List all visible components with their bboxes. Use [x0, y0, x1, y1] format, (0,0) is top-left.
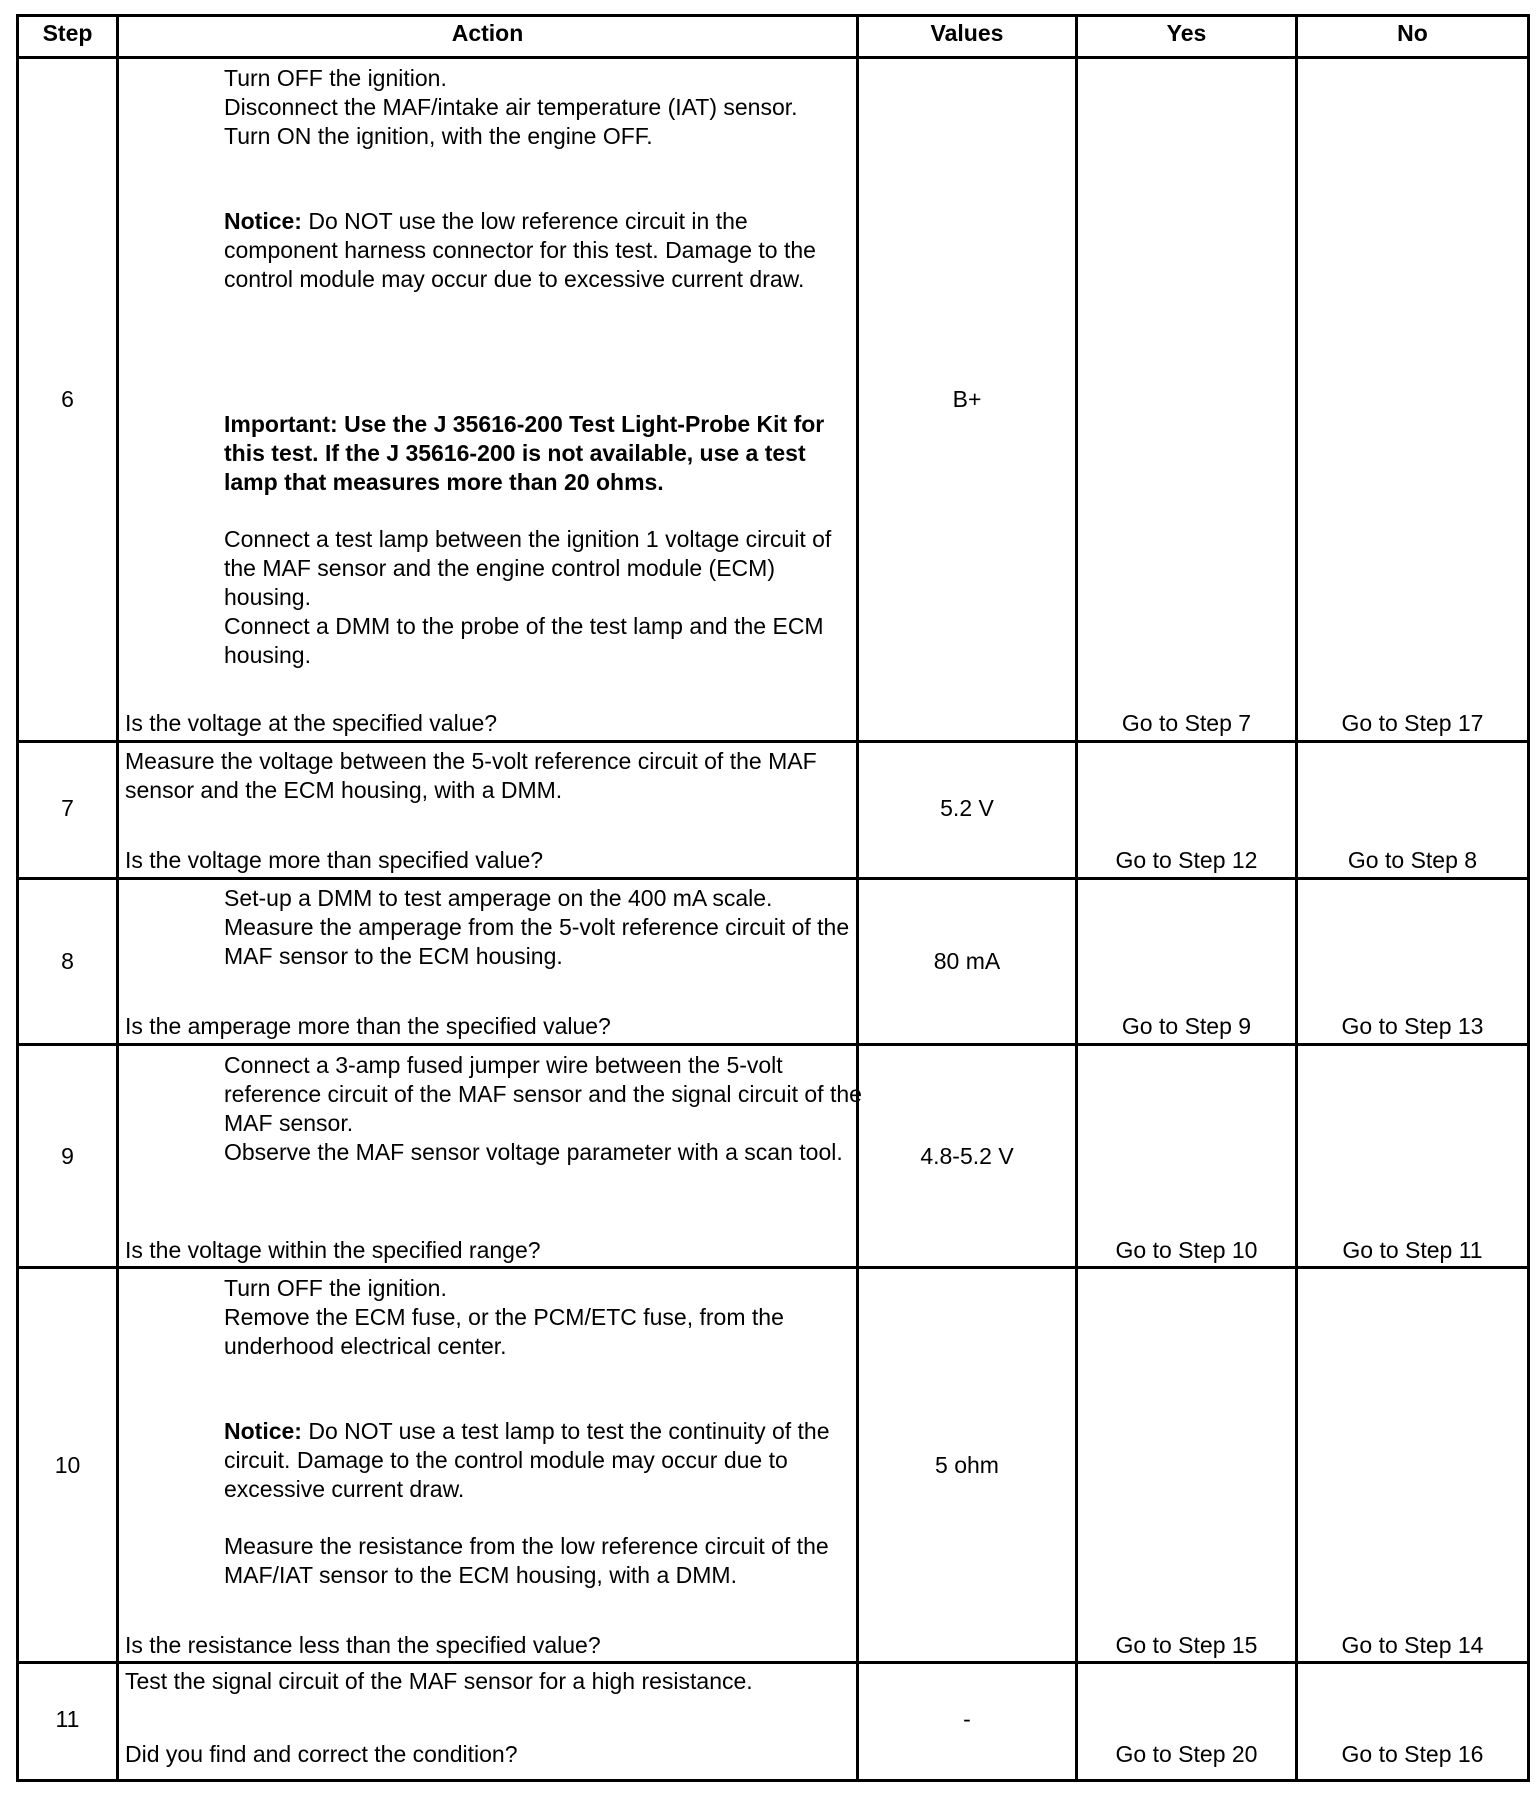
- spec-value: 5.2 V: [940, 795, 994, 821]
- step-number: 8: [61, 948, 74, 974]
- action-steps: Connect a test lamp between the ignition 1 voltage circuit of the MAF sensor and the engine control module (ECM) housing. Connect a DMM to the probe of the test lamp and the ECM housing.: [224, 526, 832, 668]
- notice: [224, 207, 854, 294]
- row-divider: [16, 877, 1530, 880]
- yes-outcome: Go to Step 12: [1115, 847, 1258, 873]
- notice-text: Do NOT use a test lamp to test the continuity of the circuit. Damage to the control module may occur due to excessive current draw.: [224, 1418, 830, 1502]
- header-no: No: [1397, 20, 1428, 46]
- question: Is the voltage more than specified value?: [125, 847, 544, 873]
- header-action: Action: [451, 20, 524, 46]
- action-instructions: Measure the voltage between the 5-volt reference circuit of the MAF sensor and the ECM housing, with a DMM.: [125, 748, 817, 803]
- action-instructions: Turn OFF the ignition. Disconnect the MAF/intake air temperature (IAT) sensor. Turn ON the ignition, with the engine OFF.: [224, 65, 798, 149]
- row-divider: [16, 740, 1530, 743]
- question: Is the voltage at the specified value?: [125, 710, 498, 736]
- yes-outcome: Go to Step 9: [1121, 1013, 1252, 1039]
- question: Is the voltage within the specified range?: [125, 1237, 541, 1263]
- spec-value: 5 ohm: [935, 1452, 999, 1478]
- col-divider: [1295, 14, 1298, 1782]
- step-number: 6: [61, 386, 74, 412]
- spec-value: B+: [952, 386, 982, 412]
- no-outcome: Go to Step 16: [1341, 1741, 1484, 1767]
- row-divider: [16, 1661, 1530, 1664]
- no-outcome: Go to Step 17: [1341, 710, 1484, 736]
- notice-label: Notice:: [224, 208, 302, 234]
- row-divider: [16, 1266, 1530, 1269]
- spec-value: -: [963, 1706, 971, 1732]
- col-divider: [856, 14, 859, 1782]
- no-outcome: Go to Step 11: [1342, 1237, 1483, 1263]
- question: Did you find and correct the condition?: [125, 1741, 518, 1767]
- table-border-top: [16, 14, 1530, 17]
- header-values: Values: [930, 20, 1004, 46]
- step-number: 10: [54, 1452, 81, 1478]
- no-outcome: Go to Step 13: [1341, 1013, 1484, 1039]
- spec-value: 80 mA: [933, 948, 1001, 974]
- header-yes: Yes: [1166, 20, 1207, 46]
- diagnostic-table: [16, 14, 1530, 1782]
- action-instructions: Turn OFF the ignition. Remove the ECM fuse, or the PCM/ETC fuse, from the underhood electrical center.: [224, 1275, 784, 1359]
- action-instructions: Connect a 3-amp fused jumper wire between the 5-volt reference circuit of the MAF sensor and the signal circuit of the MAF sensor. Observe the MAF sensor voltage parameter with a scan tool.: [224, 1052, 862, 1165]
- notice-text: Do NOT use the low reference circuit in the component harness connector for this test. Damage to the control module may occur due to excessive current draw.: [224, 208, 816, 292]
- step-number: 7: [61, 795, 74, 821]
- important-note: Important: Use the J 35616-200 Test Light-Probe Kit for this test. If the J 35616-200 is not available, use a test lamp that measures more than 20 ohms.: [224, 411, 825, 495]
- col-divider: [116, 14, 119, 1782]
- yes-outcome: Go to Step 10: [1115, 1237, 1258, 1263]
- row-divider: [16, 56, 1530, 59]
- question: Is the resistance less than the specified value?: [125, 1632, 601, 1658]
- table-border-right: [1527, 14, 1530, 1782]
- no-outcome: Go to Step 14: [1341, 1632, 1484, 1658]
- action-instructions: Test the signal circuit of the MAF sensor for a high resistance.: [125, 1668, 753, 1694]
- header-step: Step: [42, 20, 93, 46]
- step-number: 11: [55, 1706, 80, 1732]
- action-instructions: Set-up a DMM to test amperage on the 400 mA scale. Measure the amperage from the 5-volt reference circuit of the MAF sensor to the ECM housing.: [224, 885, 850, 969]
- row-divider: [16, 1043, 1530, 1046]
- spec-value: 4.8-5.2 V: [920, 1143, 1014, 1169]
- notice: [224, 1417, 864, 1504]
- action-steps: Measure the resistance from the low reference circuit of the MAF/IAT sensor to the ECM housing, with a DMM.: [224, 1533, 829, 1588]
- yes-outcome: Go to Step 15: [1115, 1632, 1258, 1658]
- yes-outcome: Go to Step 7: [1121, 710, 1252, 736]
- table-border-left: [16, 14, 19, 1782]
- no-outcome: Go to Step 8: [1347, 847, 1478, 873]
- notice-label: Notice:: [224, 1418, 302, 1444]
- question: Is the amperage more than the specified value?: [125, 1013, 611, 1039]
- yes-outcome: Go to Step 20: [1115, 1741, 1258, 1767]
- step-number: 9: [61, 1143, 74, 1169]
- col-divider: [1075, 14, 1078, 1782]
- table-border-bottom: [16, 1779, 1530, 1782]
